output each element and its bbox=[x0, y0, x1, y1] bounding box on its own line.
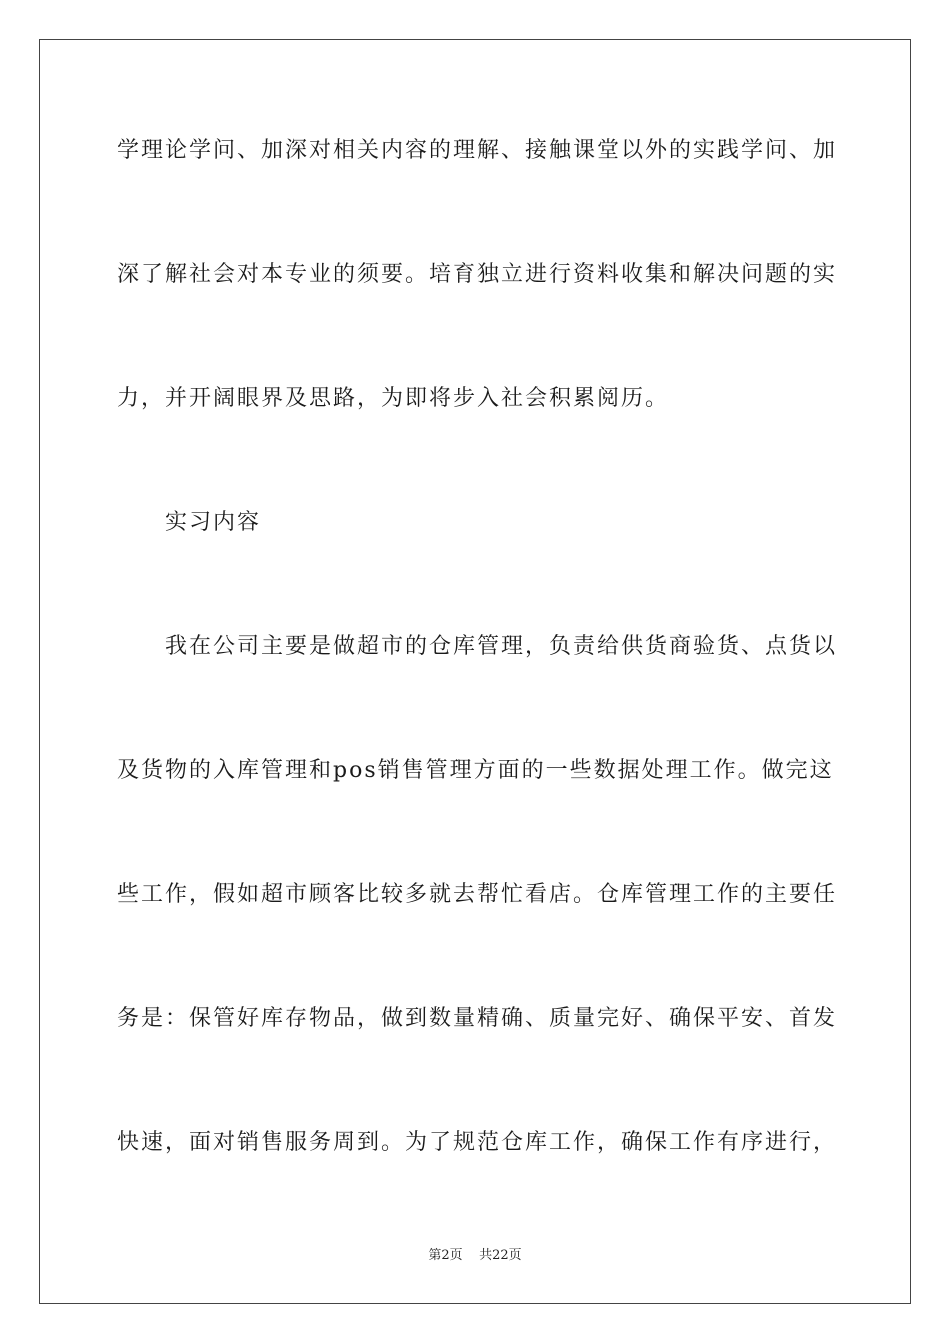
body-text-line: 快速，面对销售服务周到。为了规范仓库工作，确保工作有序进行， bbox=[117, 1130, 838, 1155]
body-text-line: 学理论学问、加深对相关内容的理解、接触课堂以外的实践学问、加 bbox=[117, 138, 838, 163]
section-heading: 实习内容 bbox=[165, 510, 262, 535]
body-text-line: 务是：保管好库存物品，做到数量精确、质量完好、确保平安、首发 bbox=[117, 1006, 838, 1031]
body-text-line: 力，并开阔眼界及思路，为即将步入社会积累阅历。 bbox=[117, 386, 670, 411]
page-number-footer: 第2页 共22页 bbox=[428, 1248, 522, 1263]
body-text-line: 些工作，假如超市顾客比较多就去帮忙看店。仓库管理工作的主要任 bbox=[117, 882, 838, 907]
body-text-line: 深了解社会对本专业的须要。培育独立进行资料收集和解决问题的实 bbox=[117, 262, 838, 287]
body-text-line: 我在公司主要是做超市的仓库管理，负责给供货商验货、点货以 bbox=[165, 634, 838, 659]
body-text-line: 及货物的入库管理和pos销售管理方面的一些数据处理工作。做完这 bbox=[117, 758, 834, 783]
page-border bbox=[39, 39, 911, 1304]
